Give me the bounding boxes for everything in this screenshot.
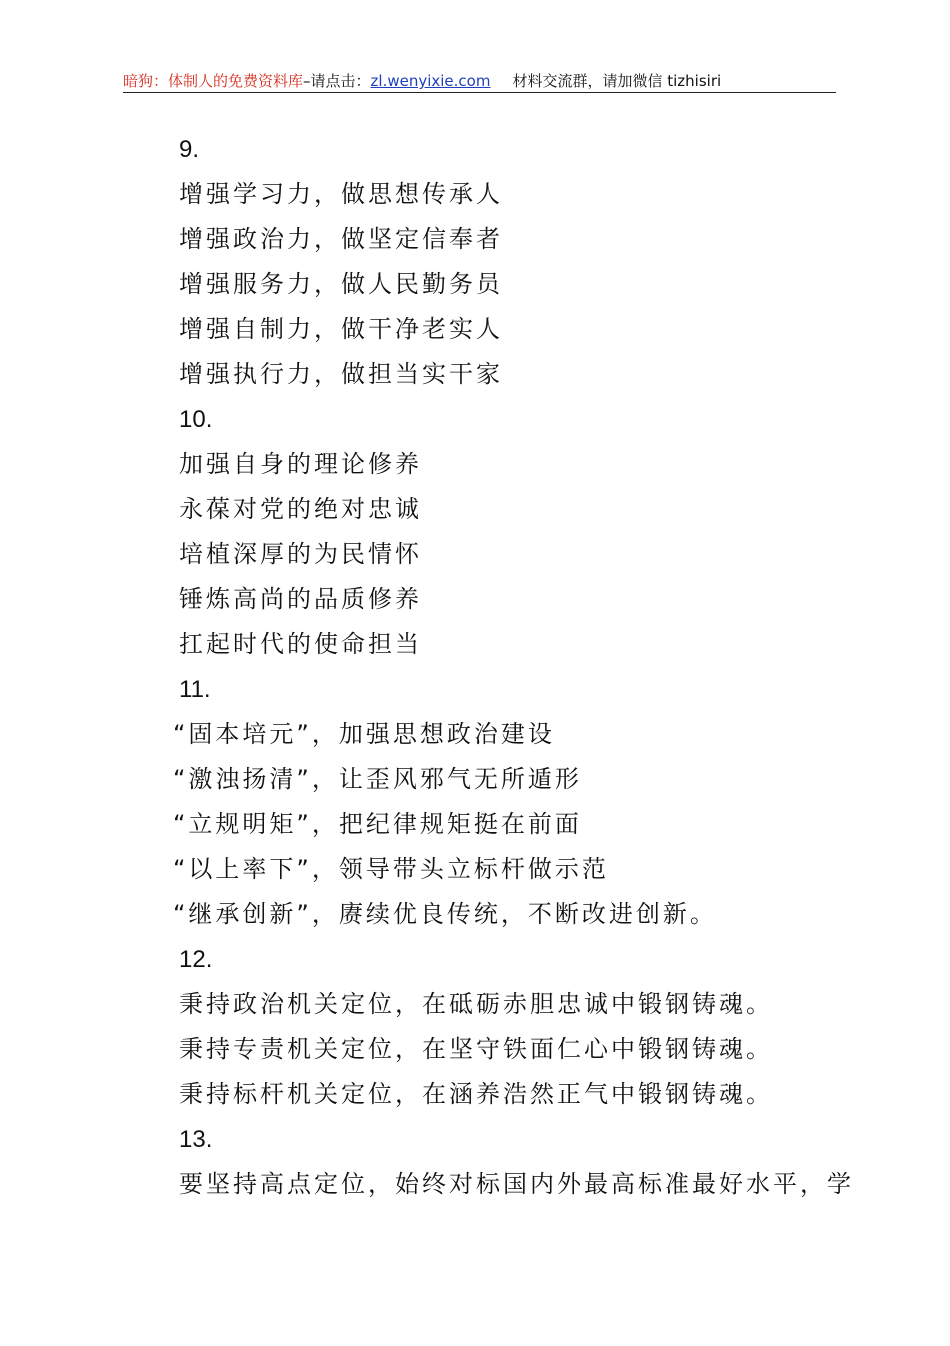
header-click-prompt: –请点击： [303, 72, 371, 90]
text-line: 秉持标杆机关定位，在涵养浩然正气中锻钢铸魂。 [179, 1080, 773, 1108]
section-number: 11. [179, 676, 211, 703]
text-line: 加强自身的理论修养 [179, 450, 422, 478]
text-line: 锤炼高尚的品质修养 [179, 585, 422, 613]
section-number: 10. [179, 406, 213, 433]
page-header [123, 70, 836, 93]
document-body [173, 127, 854, 1207]
header-link[interactable]: zl.wenyixie.com [370, 72, 491, 90]
section-number: 12. [179, 946, 213, 973]
header-wechat-note: 材料交流群，请加微信 tizhisiri [512, 72, 722, 90]
text-line: 永葆对党的绝对忠诚 [179, 495, 422, 523]
text-line: 扛起时代的使命担当 [179, 630, 422, 658]
text-line: “立规明矩”，把纪律规矩挺在前面 [173, 810, 582, 838]
text-line: “激浊扬清”，让歪风邪气无所遁形 [173, 765, 582, 793]
text-line: “以上率下”，领导带头立标杆做示范 [173, 855, 609, 883]
text-line: 秉持专责机关定位，在坚守铁面仁心中锻钢铸魂。 [179, 1035, 773, 1063]
text-line: 增强政治力，做坚定信奉者 [179, 225, 503, 253]
section-number: 9. [179, 136, 200, 163]
text-line: 培植深厚的为民情怀 [179, 540, 422, 568]
text-line: “继承创新”，赓续优良传统，不断改进创新。 [173, 900, 717, 928]
text-line: 增强服务力，做人民勤务员 [179, 270, 503, 298]
text-line: “固本培元”，加强思想政治建设 [173, 720, 555, 748]
text-line: 秉持政治机关定位，在砥砺赤胆忠诚中锻钢铸魂。 [179, 990, 773, 1018]
header-brand: 暗狗：体制人的免费资料库 [123, 72, 304, 90]
text-line: 要坚持高点定位，始终对标国内外最高标准最好水平，学 [179, 1170, 854, 1198]
section-number: 13. [179, 1126, 213, 1153]
text-line: 增强执行力，做担当实干家 [179, 360, 503, 388]
text-line: 增强学习力，做思想传承人 [179, 180, 503, 208]
text-line: 增强自制力，做干净老实人 [179, 315, 503, 343]
